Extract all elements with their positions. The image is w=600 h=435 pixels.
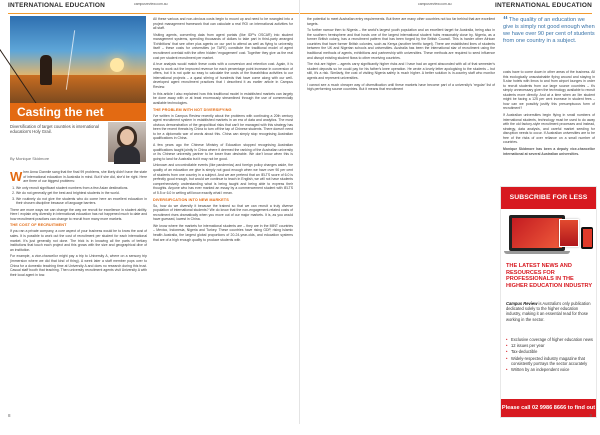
subscription-ad[interactable] (500, 186, 597, 429)
paragraph: If Australian universities begin flying in small numbers of international students, technology must be used to do away with the old factory-style recruitment processes and instead, strategy, data analysis, and careful market seeding for disruption needs to occur. If Australian universities are to be free of the risks of over reliance on a small number of countries. (503, 113, 595, 145)
list-item: 1. We only recruit significant student numbers from a few Asian destinations. (16, 186, 147, 191)
column-4 (503, 70, 595, 182)
ad-body-text: is Australia's only publication dedicated solely to the higher education industry, making it an essential read for those working in the sector. (506, 301, 591, 322)
paragraph: Visiting agents, converting data from agent portals (like IDP's OSCAR) into student management systems, spending thousands of dollars to take part in third-party arranged 'Exhibitions' that see other plus agents on our part to attend as well as flying to university itself – these costs for universities (or TAFE) constitute the traditional model of agent recruitment overlaid with the often hidden 'engagement' cost. Together they give us the real cost per student recruitment per market. (153, 32, 293, 60)
article-headline: Casting the net (17, 105, 104, 119)
ad-headline: THE LATEST NEWS AND RESOURCES FOR PROFESSIONALS IN THE HIGHER EDUCATION INDUSTRY (506, 263, 593, 289)
list-item: 2. We do not generally get the best and brightest students in the world. (16, 191, 147, 196)
phone-icon (581, 227, 593, 249)
ad-banner[interactable]: SUBSCRIBE FOR LESS (501, 187, 596, 209)
paragraph: The risk are higher – agents carry significantly higher risks and I have had an agent absconded with all of that semester's student deposits so he could pay for his father's knee operation. He wrote a lovely letter apologising to the students – but still, it's a risk. Similarly, the cost of visiting Nigeria safely is much higher. A better solution is in-country staff who monitor agents and represent universities. (307, 62, 495, 80)
section-label: INTERNATIONAL EDUCATION (8, 2, 106, 9)
right-header (300, 0, 600, 14)
ad-brand: Campus Review (506, 301, 538, 306)
section-label: INTERNATIONAL EDUCATION (494, 2, 592, 9)
column-1 (10, 170, 147, 410)
left-header (0, 0, 299, 14)
pull-quote-text: The quality of an education we give is simply not good enough when we have over 90 per cent of students from one country in a subject. (503, 17, 595, 44)
sun-shape (110, 58, 124, 72)
paragraph: So, how do we diversify it because the trained so that we can recruit a truly diverse population of international students? We do know that the non-engagement-related costs of recruitment rises dramatically when you move out of our major markets. It is, as you would have guessed, lowest in China. (153, 203, 293, 222)
paragraph: All these various and non-obvious costs begin to mount up and need to be wrangled into a project management framework that can calculate a real ROI on international activities for all staff. (153, 17, 293, 31)
header-rule (300, 13, 592, 14)
subheading-markets: DIVERSIFICATION INTO NEW MARKETS (153, 197, 229, 202)
hero-image (10, 16, 146, 103)
author-bio: Monique Skidmore has been a deputy vice-chancellor international at several Australian universities. (503, 147, 595, 156)
laptop-base (504, 251, 570, 254)
angler-silhouette (40, 55, 52, 85)
byline: By Monique Skidmore (10, 156, 50, 161)
column-3 (307, 17, 495, 412)
paragraph: If you ran a private company, a core aspect of your business would be to know the cost of sales. It is possible to work out the cost of recruitment per student for each international market. It's just generally not done. The trick is in knowing all the parts of tertiary institutions that touch each project and this grows with the size and geographical dive of an institution. (10, 229, 147, 252)
site-url: campusreview.com.au (134, 2, 168, 6)
list-item: • Widely-respected industry magazine that consistently portrays the sector accurately (506, 356, 594, 366)
paragraph: I cannot see a much cheaper way of diversification until these markets have become part of a university's 'regular' list of high-performing source countries. But it means that recruitment (307, 82, 495, 92)
list-item: 3. We routinely do not give the students who do come here an excellent education in their chosen discipline because of language barriers. (16, 197, 147, 206)
paragraph: A few years ago the Chinese Ministry of Education stopped recognising Australian qualifications taught jointly in China where it deemed the ranking of the Australian university or its Chinese university partner to be lower than desirable. We don't know when this is going to land for Australia but it may not be good. (153, 143, 293, 161)
column-2 (153, 17, 293, 412)
ad-benefits-list (506, 337, 594, 373)
magazine-icon (559, 219, 579, 247)
subheading-cost: THE COST OF RECRUITMENT (10, 223, 67, 228)
list-item: • 12 issues per year (506, 343, 594, 348)
paragraph: the potential to meet Australian entry requirements. But there are many other countries not too far behind that are excellent targets. (307, 17, 495, 26)
laptop-icon (509, 215, 565, 251)
paragraph: In this article I also explained how this traditional model in established markets can largely be done away with or at least enormously streamlined through the use of commercially available technologies. (153, 91, 293, 105)
paragraph: A true analysis would match these costs with a conversion and retention cost. Again, it is easy to work out the improved revenue for each percentage point increase in conversion of offers, but it is not quite so easy to calculate the costs of the tharabihlica activities to our international projects – a quasi stirring of hundreds that have come along with our well-developed agent recruitment practices that I described it as earlier article in Campus Review. (153, 62, 293, 90)
ad-body (506, 301, 594, 322)
page-number: 9 (589, 413, 592, 418)
right-page (300, 0, 600, 429)
left-page (0, 0, 300, 424)
intro-paragraph: hen Anna Ciannile sang that the final 99 problems, she likely didn't have the state of international education in Australia in mind. But if she did, she'd be right. Here are three of our biggest problems: (23, 170, 147, 184)
paragraph: We know where the markets for international students are – they are in the MINT countries – Mexico, Indonesia, Nigeria and Turkey. These countries have rising GDP, rising Islamic health Australia, the largest global proportions of 20-24-year-olds, and education systems that are of a high enough quality to produce students with (153, 223, 293, 242)
paragraph: For example, a vice-chancellor might pay a trip to University A, where on a sensory trip (immersion where we did that kind of thing). A week later a staff member pops over to China for a domestic teaching time at University A and does no research during this trust. Casual staff booth that teaching. Then university recruitment agents visit University A with their local agent in tow. (10, 254, 147, 277)
author-portrait (108, 122, 146, 162)
paragraph: costs have to come down in other areas of the business. All this ecologically unsustainable flying around and staying in 5-star hotels with limos to and from airport lounges in order to recruit students from our large source countries – it's simply unnecessary given the technology available to recruit students more directly. And at a time when an IIm student might be facing a 125 per cent increase in student fees – how can we possibly justify this presumptuous form of recruitment? (503, 70, 595, 111)
site-url: campusreview.com.au (418, 2, 452, 6)
subheading-problem: THE PROBLEM WITH NOT DIVERSIFYING (153, 107, 232, 112)
list-item: • Tax-deductible (506, 349, 594, 354)
dropcap: W (10, 168, 23, 184)
problems-list (10, 186, 147, 206)
paragraph: I've written in Campus Review recently about the problems with continuing a 20th century agent recruitment system in established markets in an era of data and analytics. The most obvious demonstration of the geopolitical risks that can't be managed with this strategy has been the recent threats by China to turn off the tap of Chinese students. There doesn't need to be a diplomatic war of words about this. China can simply stop recognising Australian qualifications in China. (153, 113, 293, 141)
list-item: • Written by an independent voice (506, 367, 594, 372)
header-rule (8, 13, 299, 14)
paragraph: Unknown and uncontrollable events (like pandemics) and foreign policy changes aside, the quality of an education we give is simply not good enough when we have over 90 per cent of students from one country in a subject. And we are pretend that an IELTS score of 6.0 is perfectly good enough, but would we continue to teach in English, we will not have students comprehensively understanding what is being taught and being able to express their thoughts. Anyone who has ever marked an essay by a commencement student with IELTS of 5.5 or 6.0 in writing will know exactly what I mean. (153, 163, 293, 195)
standfirst: Diversification of target countries is international education's Holy Grail. (10, 124, 99, 135)
pull-quote (503, 17, 595, 45)
quote-icon: “ (503, 15, 508, 26)
paragraph: There are more ways we can change the way we recruit for excellence in student ability. Here I explain why diversity in international education has not happened much to date and how recruitment practices can change to recruit from many more markets. (10, 207, 148, 221)
paragraph: To further narrow then to Nigeria – the world's largest youth population and an excellent target for Australia, being also in the southern hemisphere and that hosts one of the largest international student hubs reasonably close by. Nigeria, as a former British colony, has a recruitment pattern that has been forged by the British Council. This is harder other African countries that have former British colonies, such as Kenya (another terrific target). There are established lines of students between the UK and Nigerian schools and universities. Australia has been the international star of recruitment using the traditional methods of agents, exhibitions and partnership with universities. These methods are required to seed influence and disrupt existing student flows to other receiving countries. (307, 28, 495, 60)
list-item: • Exclusive coverage of higher education news (506, 337, 594, 342)
page-number: 8 (8, 413, 11, 418)
ad-call-to-action[interactable]: Please call 02 9986 8666 to find out more. (501, 399, 596, 417)
